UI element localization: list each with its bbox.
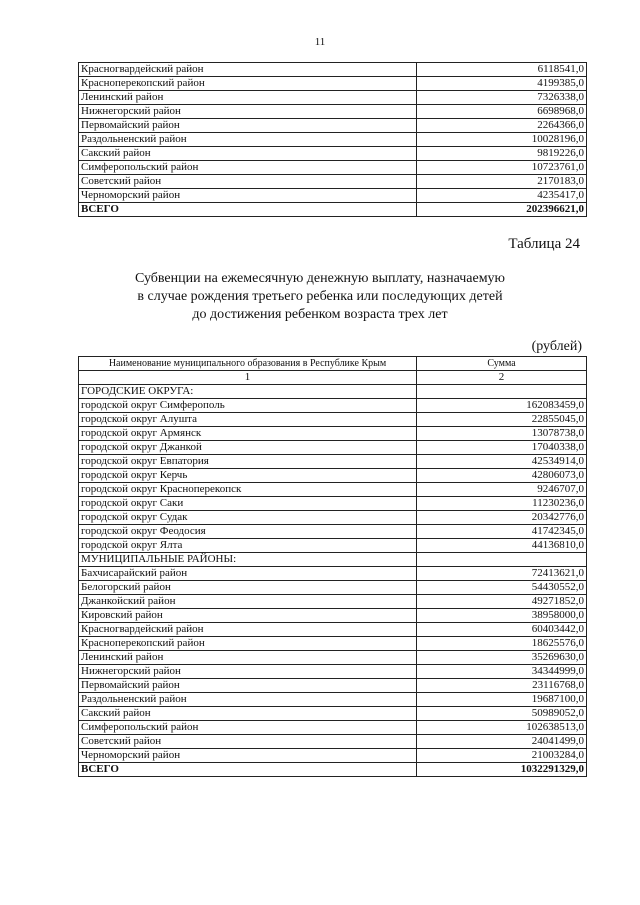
municipality-name: Ленинский район (79, 651, 417, 665)
top-table (78, 62, 587, 217)
table-row (79, 483, 587, 497)
main-table (78, 356, 587, 777)
municipality-name: Советский район (79, 735, 417, 749)
amount-value: 6118541,0 (417, 63, 587, 77)
section-row (79, 553, 587, 567)
amount-value: 72413621,0 (417, 567, 587, 581)
municipality-name: МУНИЦИПАЛЬНЫЕ РАЙОНЫ: (79, 553, 417, 567)
table-row (79, 609, 587, 623)
amount-value: 162083459,0 (417, 399, 587, 413)
amount-value (417, 553, 587, 567)
amount-value: 42534914,0 (417, 455, 587, 469)
municipality-name: городской округ Джанкой (79, 441, 417, 455)
table-row (79, 749, 587, 763)
amount-value: 4199385,0 (417, 77, 587, 91)
amount-value: 41742345,0 (417, 525, 587, 539)
page-number: 11 (314, 36, 326, 48)
total-row (79, 203, 587, 217)
municipality-name: Кировский район (79, 609, 417, 623)
table-row (79, 175, 587, 189)
table-row (79, 539, 587, 553)
municipality-name: Черноморский район (79, 189, 417, 203)
table-row (79, 413, 587, 427)
column-number-row (79, 371, 587, 385)
table-row (79, 623, 587, 637)
table-row (79, 665, 587, 679)
municipality-name: городской округ Ялта (79, 539, 417, 553)
table-row (79, 427, 587, 441)
table-row (79, 679, 587, 693)
table-row (79, 469, 587, 483)
table-row (79, 511, 587, 525)
caption-line: Субвенции на ежемесячную денежную выплату, назначаемую (134, 271, 506, 286)
amount-value: 202396621,0 (417, 203, 587, 217)
municipality-name: Красноперекопский район (79, 637, 417, 651)
municipality-name: городской округ Судак (79, 511, 417, 525)
amount-value: 23116768,0 (417, 679, 587, 693)
municipality-name: Нижнегорский район (79, 665, 417, 679)
header-name: Наименование муниципального образования в Республике Крым (79, 357, 417, 371)
amount-value: 10028196,0 (417, 133, 587, 147)
table-row (79, 707, 587, 721)
main-table-body (79, 357, 587, 777)
amount-value: 21003284,0 (417, 749, 587, 763)
table-row (79, 567, 587, 581)
municipality-name: Симферопольский район (79, 721, 417, 735)
total-row (79, 763, 587, 777)
amount-value: 2170183,0 (417, 175, 587, 189)
amount-value: 13078738,0 (417, 427, 587, 441)
amount-value: 102638513,0 (417, 721, 587, 735)
amount-value (417, 385, 587, 399)
table-row (79, 189, 587, 203)
municipality-name: Красноперекопский район (79, 77, 417, 91)
municipality-name: городской округ Евпатория (79, 455, 417, 469)
column-number-1: 1 (79, 371, 417, 385)
amount-value: 10723761,0 (417, 161, 587, 175)
municipality-name: Джанкойский район (79, 595, 417, 609)
table-number: Таблица 24 (508, 236, 580, 252)
municipality-name: Раздольненский район (79, 693, 417, 707)
table-row (79, 693, 587, 707)
municipality-name: Бахчисарайский район (79, 567, 417, 581)
amount-value: 20342776,0 (417, 511, 587, 525)
table-row (79, 525, 587, 539)
municipality-name: городской округ Феодосия (79, 525, 417, 539)
table-row (79, 77, 587, 91)
municipality-name: городской округ Армянск (79, 427, 417, 441)
table-row (79, 637, 587, 651)
amount-value: 19687100,0 (417, 693, 587, 707)
table-row (79, 147, 587, 161)
table-caption (0, 270, 640, 324)
table-row (79, 595, 587, 609)
amount-value: 35269630,0 (417, 651, 587, 665)
amount-value: 9246707,0 (417, 483, 587, 497)
amount-value: 38958000,0 (417, 609, 587, 623)
table-row (79, 735, 587, 749)
table-row (79, 399, 587, 413)
municipality-name: ВСЕГО (79, 203, 417, 217)
amount-value: 60403442,0 (417, 623, 587, 637)
amount-value: 17040338,0 (417, 441, 587, 455)
amount-value: 24041499,0 (417, 735, 587, 749)
municipality-name: Сакский район (79, 707, 417, 721)
amount-value: 49271852,0 (417, 595, 587, 609)
municipality-name: городской округ Симферополь (79, 399, 417, 413)
municipality-name: Раздольненский район (79, 133, 417, 147)
section-row (79, 385, 587, 399)
caption-line: в случае рождения третьего ребенка или последующих детей (137, 289, 503, 304)
amount-value: 9819226,0 (417, 147, 587, 161)
table-row (79, 581, 587, 595)
amount-value: 1032291329,0 (417, 763, 587, 777)
top-table-body (79, 63, 587, 217)
municipality-name: Первомайский район (79, 119, 417, 133)
header-row (79, 357, 587, 371)
table-row (79, 63, 587, 77)
municipality-name: Черноморский район (79, 749, 417, 763)
municipality-name: городской округ Керчь (79, 469, 417, 483)
amount-value: 44136810,0 (417, 539, 587, 553)
municipality-name: ГОРОДСКИЕ ОКРУГА: (79, 385, 417, 399)
amount-value: 34344999,0 (417, 665, 587, 679)
table-row (79, 497, 587, 511)
table-row (79, 721, 587, 735)
municipality-name: Первомайский район (79, 679, 417, 693)
amount-value: 18625576,0 (417, 637, 587, 651)
table-row (79, 105, 587, 119)
municipality-name: Симферопольский район (79, 161, 417, 175)
amount-value: 11230236,0 (417, 497, 587, 511)
unit-label: (рублей) (531, 339, 582, 354)
table-row (79, 455, 587, 469)
header-sum: Сумма (417, 357, 587, 371)
municipality-name: ВСЕГО (79, 763, 417, 777)
amount-value: 42806073,0 (417, 469, 587, 483)
table-row (79, 651, 587, 665)
municipality-name: Сакский район (79, 147, 417, 161)
amount-value: 50989052,0 (417, 707, 587, 721)
table-row (79, 441, 587, 455)
table-row (79, 119, 587, 133)
amount-value: 7326338,0 (417, 91, 587, 105)
municipality-name: городской округ Саки (79, 497, 417, 511)
column-number-2: 2 (417, 371, 587, 385)
caption-line: до достижения ребенком возраста трех лет (192, 307, 448, 322)
municipality-name: Красногвардейский район (79, 623, 417, 637)
amount-value: 6698968,0 (417, 105, 587, 119)
municipality-name: Советский район (79, 175, 417, 189)
municipality-name: Ленинский район (79, 91, 417, 105)
municipality-name: Красногвардейский район (79, 63, 417, 77)
amount-value: 4235417,0 (417, 189, 587, 203)
municipality-name: городской округ Красноперекопск (79, 483, 417, 497)
amount-value: 22855045,0 (417, 413, 587, 427)
municipality-name: Нижнегорский район (79, 105, 417, 119)
municipality-name: Белогорский район (79, 581, 417, 595)
municipality-name: городской округ Алушта (79, 413, 417, 427)
amount-value: 54430552,0 (417, 581, 587, 595)
table-row (79, 161, 587, 175)
amount-value: 2264366,0 (417, 119, 587, 133)
table-row (79, 91, 587, 105)
table-row (79, 133, 587, 147)
